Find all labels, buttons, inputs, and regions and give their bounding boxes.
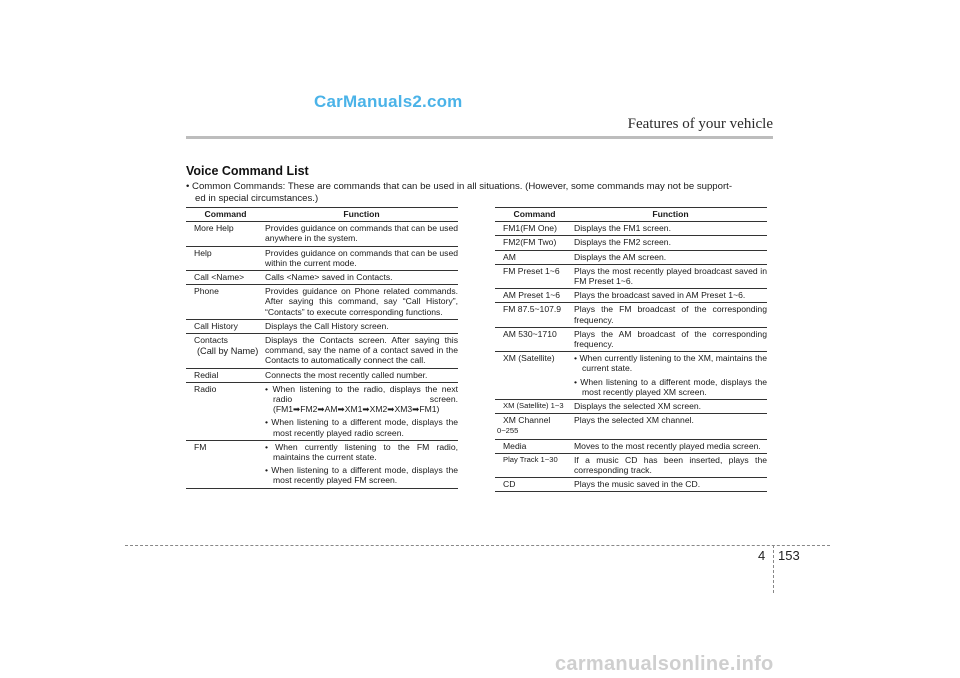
table-row: [495, 453, 767, 477]
command-cell: AM Preset 1~6: [495, 289, 574, 303]
command-cell: CD: [495, 478, 574, 492]
table-row: [495, 400, 767, 414]
table-row: [495, 352, 767, 400]
page-section-number: 4: [758, 548, 766, 563]
command-text: Contacts: [194, 335, 228, 346]
command-cell: FM2(FM Two): [495, 236, 574, 250]
table-row: [186, 319, 458, 333]
function-cell: Plays the music saved in the CD.: [574, 478, 767, 492]
command-cell: Media: [495, 439, 574, 453]
table-row: [186, 285, 458, 320]
table-row: [186, 368, 458, 382]
command-cell: [186, 334, 265, 369]
command-text: XM Channel: [503, 415, 551, 426]
table-row: [495, 250, 767, 264]
table-row: [186, 271, 458, 285]
intro-line-1: • Common Commands: These are commands that can be used in all situations. (However, some commands may not be support-: [186, 181, 733, 192]
table-row: [495, 222, 767, 236]
function-cell: Plays the FM broadcast of the corresponding frequency.: [574, 303, 767, 327]
function-cell: [265, 440, 458, 488]
function-cell: Displays the Call History screen.: [265, 319, 458, 333]
page-number: 153: [778, 548, 800, 563]
command-cell: XM (Satellite): [495, 352, 574, 400]
command-cell: Call <Name>: [186, 271, 265, 285]
command-cell: XM (Satellite) 1~3: [495, 400, 574, 414]
header-rule: [186, 136, 773, 139]
function-bullet: • When listening to a different mode, displays the most recently played radio screen.: [265, 417, 458, 438]
column-header-command: Command: [495, 208, 574, 222]
footer-dashed-rule: [125, 545, 830, 546]
table-row: [495, 327, 767, 351]
column-header-function: Function: [265, 208, 458, 222]
function-cell: Plays the broadcast saved in AM Preset 1~6.: [574, 289, 767, 303]
function-cell: Provides guidance on Phone related commands. After saying this command, say “Call History”, “Contacts” to execute corresponding functions.: [265, 285, 458, 320]
command-cell: Radio: [186, 382, 265, 440]
command-cell: [495, 414, 574, 439]
function-bullet: • When listening to the radio, displays the next radio screen. (FM1➡FM2➡AM➡XM1➡XM2➡XM3➡FM1): [265, 383, 458, 415]
function-cell: Displays the selected XM screen.: [574, 400, 767, 414]
command-cell: More Help: [186, 222, 265, 246]
command-cell: FM Preset 1~6: [495, 264, 574, 288]
table-row: [495, 478, 767, 492]
table-header-row: [495, 208, 767, 222]
voice-command-table-left: [186, 207, 458, 489]
page-number-separator: [773, 545, 774, 593]
voice-command-table-right: [495, 207, 767, 492]
function-cell: [574, 352, 767, 400]
table-row: [495, 439, 767, 453]
function-cell: Displays the AM screen.: [574, 250, 767, 264]
table-row: [186, 382, 458, 440]
command-cell: FM: [186, 440, 265, 488]
table-row: [495, 264, 767, 288]
command-cell: FM1(FM One): [495, 222, 574, 236]
command-cell: AM: [495, 250, 574, 264]
table-row: [495, 289, 767, 303]
function-cell: Plays the selected XM channel.: [574, 414, 767, 439]
function-bullet: • When listening to a different mode, displays the most recently played XM screen.: [574, 376, 767, 397]
table-row: [495, 303, 767, 327]
watermark-carmanuals2: CarManuals2.com: [314, 92, 463, 111]
watermark-carmanualsonline: carmanualsonline.info: [555, 653, 774, 675]
section-title: Voice Command List: [186, 164, 309, 178]
function-cell: Displays the Contacts screen. After saying this command, say the name of a contact saved in the Contacts to automatically connect the call.: [265, 334, 458, 369]
page-header-title: Features of your vehicle: [627, 116, 773, 132]
command-cell: AM 530~1710: [495, 327, 574, 351]
function-bullet: • When currently listening to the FM radio, maintains the current state.: [265, 441, 458, 463]
function-cell: Provides guidance on commands that can be used within the current mode.: [265, 246, 458, 270]
intro-line-2: ed in special circumstances.): [195, 192, 319, 204]
command-cell: FM 87.5~107.9: [495, 303, 574, 327]
function-cell: If a music CD has been inserted, plays the corresponding track.: [574, 453, 767, 477]
function-cell: Connects the most recently called number.: [265, 368, 458, 382]
function-cell: Provides guidance on commands that can be used anywhere in the system.: [265, 222, 458, 246]
function-cell: Plays the AM broadcast of the corresponding frequency.: [574, 327, 767, 351]
table-header-row: [186, 208, 458, 222]
table-row: [186, 440, 458, 488]
table-row: [186, 222, 458, 246]
column-header-function: Function: [574, 208, 767, 222]
command-cell: Play Track 1~30: [495, 453, 574, 477]
table-row: [495, 414, 767, 439]
function-cell: Plays the most recently played broadcast saved in FM Preset 1~6.: [574, 264, 767, 288]
function-cell: Moves to the most recently played media screen.: [574, 439, 767, 453]
table-row: [186, 246, 458, 270]
command-subtext: 0~255: [497, 426, 519, 436]
command-cell: Redial: [186, 368, 265, 382]
function-bullet: • When listening to a different mode, displays the most recently played FM screen.: [265, 465, 458, 486]
function-cell: Calls <Name> saved in Contacts.: [265, 271, 458, 285]
command-cell: Phone: [186, 285, 265, 320]
command-cell: Call History: [186, 319, 265, 333]
intro-paragraph: [186, 181, 776, 204]
column-header-command: Command: [186, 208, 265, 222]
function-cell: Displays the FM2 screen.: [574, 236, 767, 250]
table-row: [495, 236, 767, 250]
command-subtext: (Call by Name): [197, 346, 259, 357]
command-cell: Help: [186, 246, 265, 270]
function-bullet: • When currently listening to the XM, maintains the current state.: [574, 353, 767, 374]
function-cell: Displays the FM1 screen.: [574, 222, 767, 236]
function-cell: [265, 382, 458, 440]
table-row: [186, 334, 458, 369]
